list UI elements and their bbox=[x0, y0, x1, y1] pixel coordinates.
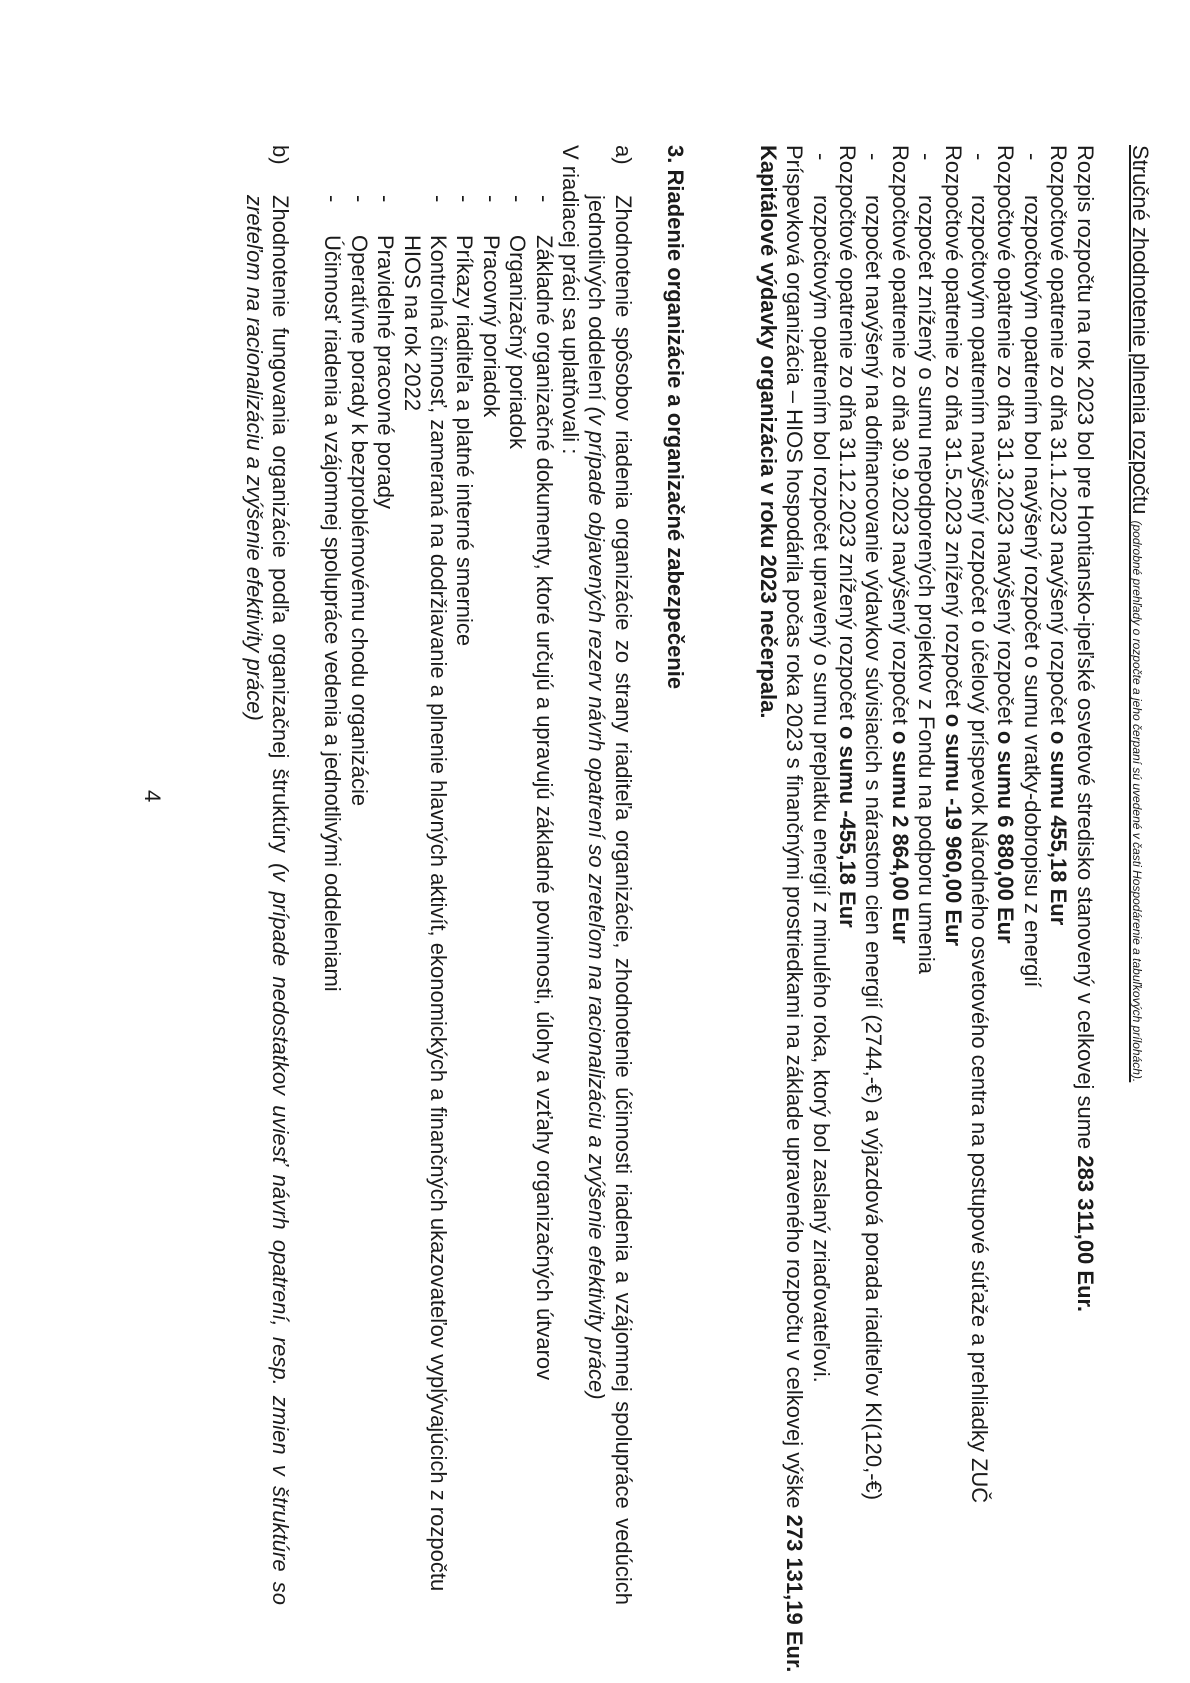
budget-measure bbox=[992, 145, 1018, 1605]
list-item: - Príkazy riaditeľa a platné interné smernice bbox=[452, 195, 478, 647]
item-a-text: Zhodnotenie spôsobov riadenia organizácie zo strany riaditeľa organizácie, zhodnotenie účinnosti riadenia a vzájomnej spolupráce vedúcich jednotlivých oddelení bbox=[584, 195, 636, 1605]
budget-measure bbox=[834, 145, 860, 1605]
measure-amount: o sumu 6 880,00 Eur bbox=[993, 730, 1019, 944]
measure-text: Rozpočtové opatrenie zo dňa 31.3.2023 navýšený rozpočet bbox=[993, 145, 1019, 725]
list-intro: V riadiacej práci sa uplatňovali : bbox=[558, 145, 584, 455]
budget-measure bbox=[939, 145, 965, 1605]
budget-measure bbox=[886, 145, 912, 1605]
section-3-title: 3. Riadenie organizácie a organizačné zabezpečenie bbox=[663, 145, 689, 690]
measure-amount: o sumu -19 960,00 Eur bbox=[940, 713, 966, 947]
item-a bbox=[583, 145, 636, 1605]
list-item: - Operatívne porady k bezproblémovému chodu organizácie bbox=[346, 195, 372, 807]
page-number: 4 bbox=[140, 790, 165, 803]
budget-measure bbox=[1045, 145, 1071, 1605]
measure-amount: o sumu 2 864,00 Eur bbox=[887, 730, 913, 944]
budget-heading-title: Stručné zhodnotenie plnenia rozpočtu bbox=[1128, 145, 1153, 515]
measure-detail: - rozpočtovým opatrením navýšený rozpočet o účelový príspevok Národného osvetového centra na postupové súťaže a prehliadky ZUČ bbox=[966, 153, 992, 1504]
list-item: - Pracovný poriadok bbox=[478, 195, 504, 418]
list-item: - Základné organizačné dokumenty, ktoré určujú a upravujú základné povinnosti, úlohy a vzťahy organizačných útvarov bbox=[531, 195, 557, 1381]
measure-detail: - rozpočet znížený o sumu nepodporených projektov z Fondu na podporu umenia bbox=[914, 153, 940, 975]
item-a-note: (v prípade objavených rezerv návrh opatrení so zreteľom na racionalizáciu a zvýšenie efektivity práce) bbox=[584, 406, 610, 1400]
budget-summary-amount: 273 131,19 Eur. bbox=[782, 1514, 808, 1673]
measure-detail: - rozpočtovým opatrením bol navýšený rozpočet o sumu vratky-dobropisu z energií bbox=[1019, 153, 1045, 988]
budget-intro-text: Rozpis rozpočtu na rok 2023 bol pre Hontiansko-ipeľské osvetové stredisko stanovený v celkovej sume bbox=[1072, 145, 1098, 1150]
measure-detail: - rozpočtovým opatrením bol rozpočet upravený o sumu preplatku energií z minulého roka, ktorý bol zaslaný zriaďovateľovi. bbox=[808, 153, 834, 1383]
budget-intro bbox=[1071, 145, 1097, 1605]
item-b-text: Zhodnotenie fungovania organizácie podľa organizačnej štruktúry bbox=[268, 195, 294, 853]
measure-text: Rozpočtové opatrenie zo dňa 31.1.2023 navýšený rozpočet bbox=[1046, 145, 1072, 725]
item-b-note: (v prípade nedostatkov uviesť návrh opatrení, resp. zmien v štruktúre so zreteľom na racionalizáciu a zvýšenie efektivity práce) bbox=[241, 195, 294, 1605]
measure-text: Rozpočtové opatrenie zo dňa 31.5.2023 znížený rozpočet bbox=[940, 145, 966, 708]
rotated-page-content bbox=[25, 10, 1190, 1675]
list-item: - Pravidelné pracovné porady bbox=[373, 195, 399, 509]
measure-amount: o sumu 455,18 Eur bbox=[1046, 730, 1072, 926]
list-item: - Organizačný poriadok bbox=[505, 195, 531, 450]
list-item: - Kontrolná činnosť, zameraná na dodržiavanie a plnenie hlavných aktivít, ekonomických a finančných ukazovateľov vyplývajúcich z rozpočtu HIOS na rok 2022 bbox=[399, 195, 452, 1592]
budget-summary-text: Príspevková organizácia – HIOS hospodárila počas roka 2023 s finančnými prostriedkami na základe upraveného rozpočtu v celkovej výške bbox=[782, 145, 808, 1509]
budget-heading-note: (podrobné prehľady o rozpočte a jeho čerpaní sú uvedené v časti Hospodárenie a tabuľkových prílohách). bbox=[1130, 520, 1144, 1083]
measure-amount: o sumu -455,18 Eur bbox=[834, 725, 860, 928]
budget-intro-amount: 283 311,00 Eur. bbox=[1072, 1155, 1098, 1312]
budget-heading bbox=[1124, 145, 1153, 1605]
item-b bbox=[240, 145, 293, 1605]
item-b-marker: b) bbox=[268, 145, 294, 165]
budget-summary bbox=[781, 145, 808, 1673]
item-a-marker: a) bbox=[610, 145, 636, 165]
capital-expenses: Kapitálové výdavky organizácia v roku 2023 nečerpala. bbox=[755, 145, 781, 719]
management-list bbox=[319, 145, 557, 1605]
measure-text: Rozpočtové opatrenie zo dňa 30.9.2023 navýšený rozpočet bbox=[887, 145, 913, 725]
measure-detail: - rozpočet navýšený na dofinancovanie výdavkov súvisiacich s nárastom cien energií (2744,-€) a výjazdová porada riaditeľov KI(120,-€) bbox=[861, 153, 887, 1501]
list-item: - Účinnosť riadenia a vzájomnej spolupráce vedenia a jednotlivými oddeleniami bbox=[320, 195, 346, 992]
measure-text: Rozpočtové opatrenie zo dňa 31.12.2023 znížený rozpočet bbox=[834, 145, 860, 720]
